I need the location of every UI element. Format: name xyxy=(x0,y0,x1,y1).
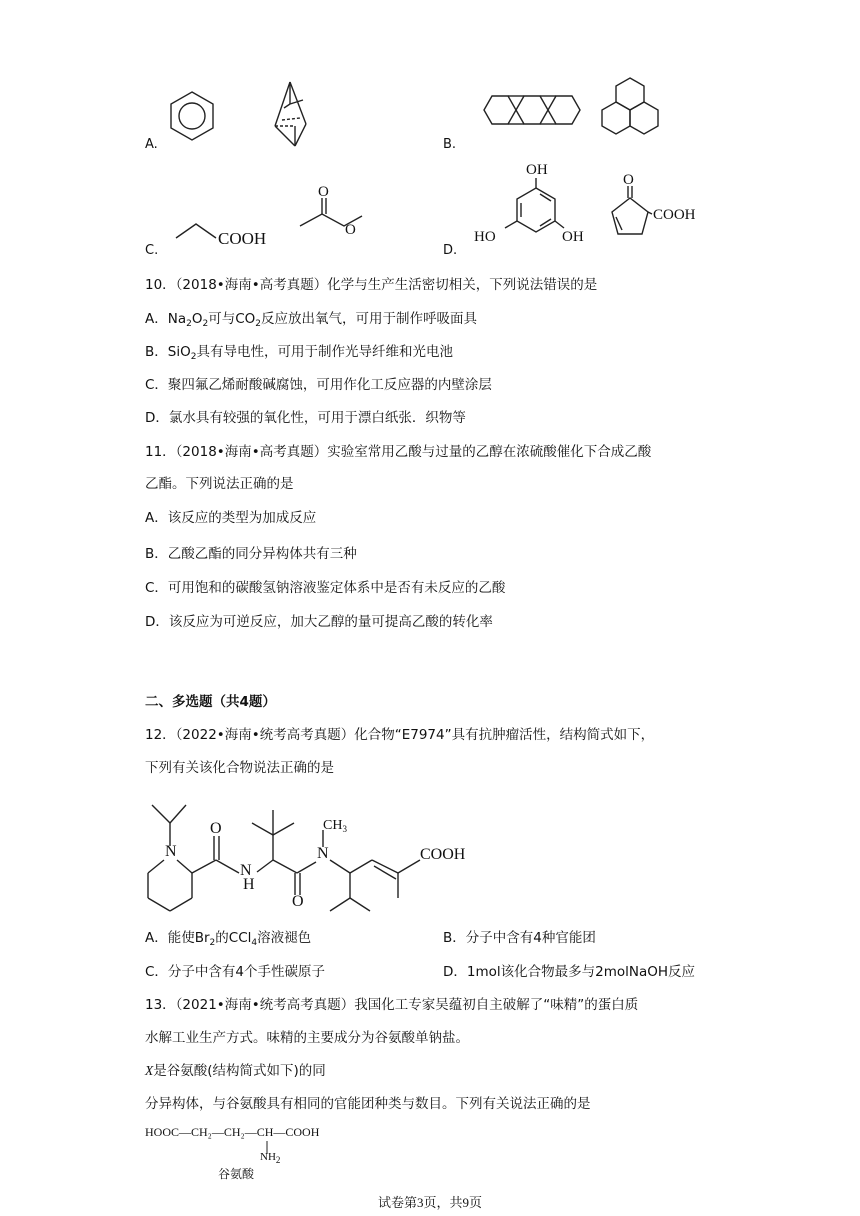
q12-option-b: B．分子中含有4种官能团 xyxy=(443,930,596,946)
option-a-label: A. xyxy=(145,137,158,152)
q13-line4: 分异构体，与谷氨酸具有相同的官能团种类与数目。下列有关说法正确的是 xyxy=(145,1096,591,1112)
q13-line2: 水解工业生产方式。味精的主要成分为谷氨酸单钠盐。 xyxy=(145,1030,469,1046)
struct-cooh: COOH xyxy=(420,846,466,863)
q11-stem-line2: 乙酯。下列说法正确的是 xyxy=(145,476,294,492)
glutamic-nh2: $NH_2$ xyxy=(260,1151,281,1165)
q10-option-b: B．SiO$_2$具有导电性，可用于制作光导纤维和光电池 xyxy=(145,344,453,362)
glutamic-caption: 谷氨酸 xyxy=(218,1167,255,1181)
option-b-label: B. xyxy=(443,137,457,152)
oh-top-label: OH xyxy=(526,162,548,178)
ho-label: HO xyxy=(474,229,496,245)
oh-right-label: OH xyxy=(562,229,584,245)
carbonyl-o-label: O xyxy=(318,184,329,200)
struct-ch3: $CH_3$ xyxy=(323,818,347,834)
q12-option-c: C．分子中含有4个手性碳原子 xyxy=(145,964,326,980)
cooh-label-d: COOH xyxy=(653,207,696,223)
q12-option-d: D．1mol该化合物最多与2molNaOH反应 xyxy=(443,964,696,980)
section-title: 二、多选题（共4题） xyxy=(145,694,276,710)
ester-o-label: O xyxy=(345,222,356,238)
glutamic-acid-formula: HOOC—CH₂—CH₂—CH—COOH xyxy=(145,1125,320,1139)
q11-option-a: A．该反应的类型为加成反应 xyxy=(145,510,317,526)
q11-option-c: C．可用饱和的碳酸氢钠溶液鉴定体系中是否有未反应的乙酸 xyxy=(145,580,506,596)
option-d-label: D. xyxy=(443,243,458,258)
struct-o1: O xyxy=(210,820,222,837)
q11-option-d: D．该反应为可逆反应，加大乙醇的量可提高乙酸的转化率 xyxy=(145,614,493,630)
struct-nh-h: H xyxy=(243,876,255,893)
option-c-label: C. xyxy=(145,243,159,258)
q12-stem-line1: 12．（2022•海南•统考高考真题）化合物“E7974”具有抗肿瘤活性，结构简式如下， xyxy=(145,727,655,743)
ketone-o-label: O xyxy=(623,172,634,188)
cooh-label: COOH xyxy=(218,229,267,248)
page-footer: 试卷第3页，共9页 xyxy=(377,1195,482,1210)
struct-n2: N xyxy=(317,845,329,862)
q10-option-a: A．$Na_2O_2$可与$CO_2$反应放出氧气，可用于制作呼吸面具 xyxy=(145,311,478,329)
q12-option-a: A．能使$Br_2$的CCl$_4$溶液褪色 xyxy=(145,930,312,948)
q10-option-d: D．氯水具有较强的氧化性，可用于漂白纸张．织物等 xyxy=(145,410,466,426)
q11-stem-line1: 11．（2018•海南•高考真题）实验室常用乙酸与过量的乙醇在浓硫酸催化下合成乙酸 xyxy=(145,444,652,460)
q11-option-b: B．乙酸乙酯的同分异构体共有三种 xyxy=(145,546,357,562)
struct-n1: N xyxy=(165,843,177,860)
q10-option-c: C．聚四氟乙烯耐酸碱腐蚀，可用作化工反应器的内壁涂层 xyxy=(145,377,492,393)
q12-stem-line2: 下列有关该化合物说法正确的是 xyxy=(145,760,334,776)
q10-stem: 10．（2018•海南•高考真题）化学与生产生活密切相关，下列说法错误的是 xyxy=(145,277,598,293)
struct-o2: O xyxy=(292,893,304,910)
struct-nh-n: N xyxy=(240,862,252,879)
q13-line1: 13．（2021•海南•统考高考真题）我国化工专家吴蕴初自主破解了“味精”的蛋白质 xyxy=(145,997,639,1013)
q13-line3: X是谷氨酸(结构简式如下)的同 xyxy=(145,1063,326,1079)
